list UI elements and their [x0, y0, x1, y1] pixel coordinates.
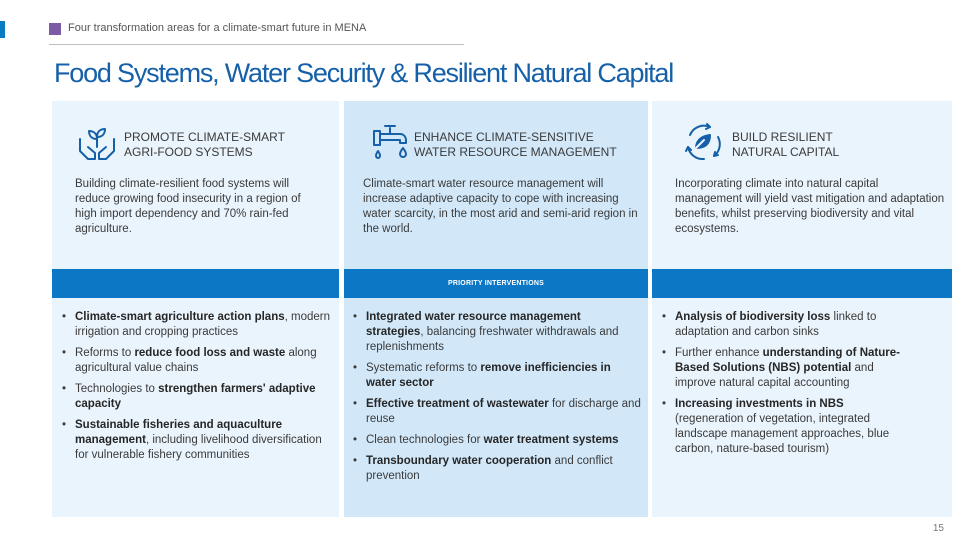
- heading-line-1: BUILD RESILIENT: [732, 130, 833, 144]
- list-item: • Sustainable fisheries and aquaculture management, including livelihood diversification for vulnerable fishery communities: [60, 418, 330, 463]
- heading-line-2: WATER RESOURCE MANAGEMENT: [414, 145, 617, 159]
- bullet-list-water: [351, 310, 641, 490]
- heading-line-2: NATURAL CAPITAL: [732, 145, 840, 159]
- slide-title: Food Systems, Water Security & Resilient Natural Capital: [54, 58, 674, 88]
- band-segment: [52, 269, 339, 298]
- page-number: 15: [932, 523, 944, 534]
- recycle-leaf-icon: [682, 121, 724, 163]
- water-tap-icon: [370, 121, 412, 163]
- list-item: • Climate-smart agriculture action plans, modern irrigation and cropping practices: [60, 310, 330, 340]
- column-heading-natural-capital: [732, 130, 839, 160]
- list-item: • Technologies to strengthen farmers' adaptive capacity: [60, 382, 330, 412]
- list-item: • Increasing investments in NBS (regeneration of vegetation, integrated landscape management approaches, blue carbon, nature-based tourism): [660, 397, 905, 457]
- list-item: • Clean technologies for water treatment systems: [351, 433, 641, 448]
- slide-kicker: Four transformation areas for a climate-smart future in MENA: [68, 22, 367, 34]
- list-item: • Transboundary water cooperation and conflict prevention: [351, 454, 641, 484]
- list-item: • Reforms to reduce food loss and waste along agricultural value chains: [60, 346, 330, 376]
- priority-interventions-band: [52, 269, 952, 298]
- kicker-divider: [49, 44, 464, 45]
- heading-line-2: AGRI-FOOD SYSTEMS: [124, 145, 253, 159]
- bullet-list-natural-capital: [660, 310, 905, 463]
- column-heading-water: [414, 130, 617, 160]
- heading-line-1: ENHANCE CLIMATE-SENSITIVE: [414, 130, 594, 144]
- band-label: PRIORITY INTERVENTIONS: [344, 269, 648, 298]
- list-item: • Integrated water resource management strategies, balancing freshwater withdrawals and replenishments: [351, 310, 641, 355]
- list-item: • Systematic reforms to remove inefficiencies in water sector: [351, 361, 641, 391]
- list-item: • Further enhance understanding of Nature-Based Solutions (NBS) potential and improve natural capital accounting: [660, 346, 905, 391]
- bullet-list-agri-food: [60, 310, 330, 469]
- kicker-square: [49, 23, 61, 35]
- column-description-agri-food: Building climate-resilient food systems will reduce growing food insecurity in a region of high import dependency and 70% rain-fed agriculture.: [75, 178, 301, 235]
- column-description-water: Climate-smart water resource management will increase adaptive capacity to cope with increasing water scarcity, in the most arid and semi-arid region in the world.: [363, 178, 638, 235]
- column-heading-agri-food: [124, 130, 285, 160]
- list-item: • Effective treatment of wastewater for discharge and reuse: [351, 397, 641, 427]
- left-accent-bar: [0, 21, 5, 38]
- band-segment: [652, 269, 952, 298]
- list-item: • Analysis of biodiversity loss linked to adaptation and carbon sinks: [660, 310, 905, 340]
- heading-line-1: PROMOTE CLIMATE-SMART: [124, 130, 285, 144]
- column-description-natural-capital: Incorporating climate into natural capital management will yield vast mitigation and adaptation benefits, whilst preserving biodiversity and vital ecosystems.: [675, 178, 945, 235]
- plant-in-hands-icon: [76, 121, 118, 163]
